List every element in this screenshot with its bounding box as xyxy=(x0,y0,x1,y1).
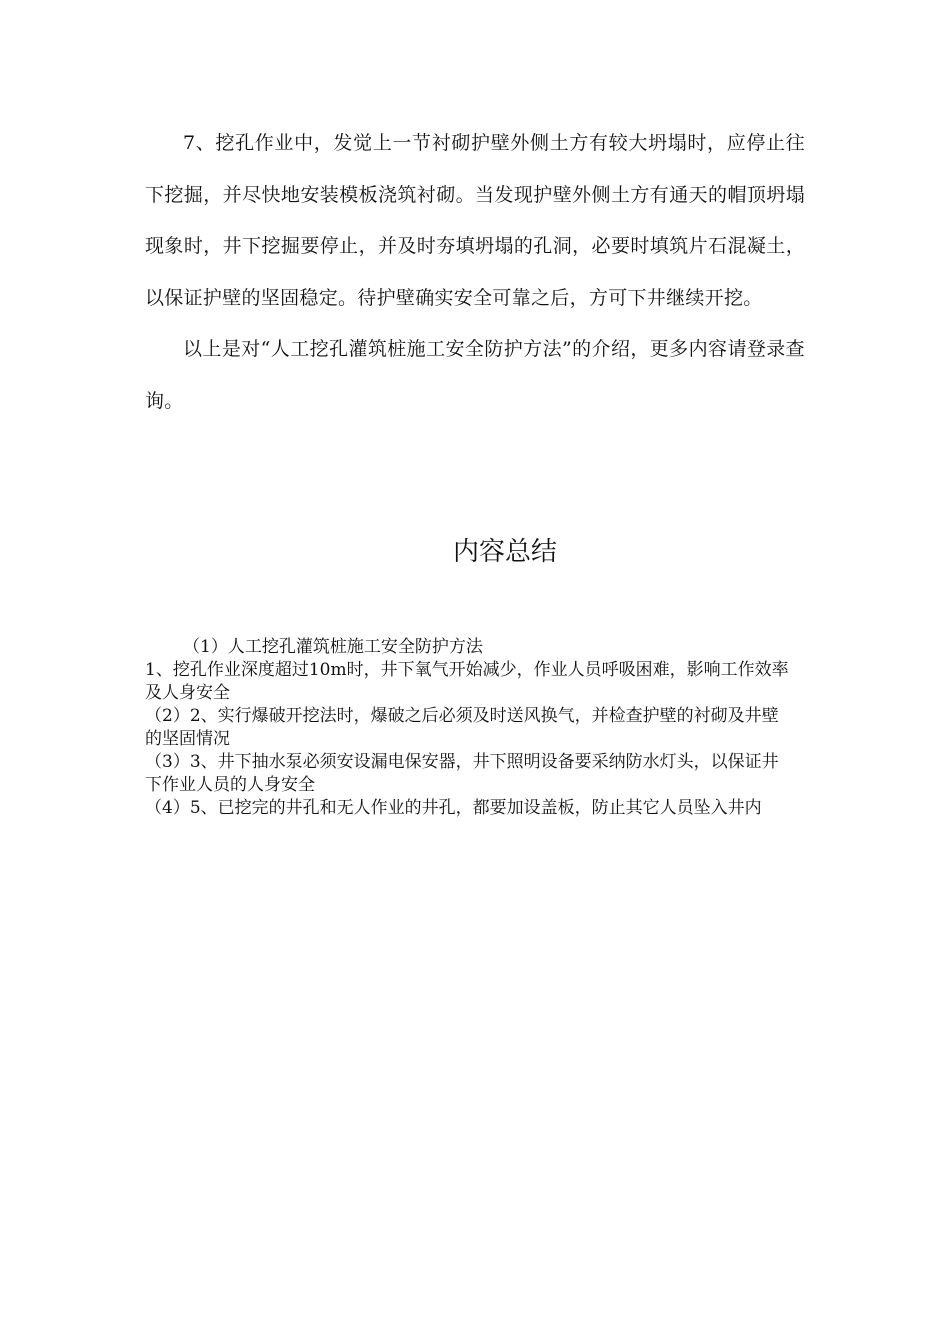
paragraph-intro-note: 以上是对“人工挖孔灌筑桩施工安全防护方法”的介绍，更多内容请登录查询。 xyxy=(145,338,805,412)
summary-list xyxy=(145,636,795,820)
summary-line: （4）5、已挖完的井孔和无人作业的井孔，都要加设盖板，防止其它人员坠入井内 xyxy=(145,798,762,818)
paragraph-excavation-collapse: 7、挖孔作业中，发觉上一节衬砌护壁外侧土方有较大坍塌时，应停止往下挖掘，并尽快地安装模板浇筑衬砌。当发现护壁外侧土方有通天的帽顶坍塌现象时，井下挖掘要停止，并及时夯填坍塌的孔洞，必要时填筑片石混凝土，以保证护壁的坚固稳定。待护壁确实安全可靠之后，方可下井继续开挖。 xyxy=(145,132,805,309)
summary-line: （3）3、井下抽水泵必须安设漏电保安器，井下照明设备要采纳防水灯头，以保证井下作业人员的人身安全 xyxy=(145,752,779,795)
summary-line: 1、挖孔作业深度超过10m时，井下氧气开始减少，作业人员呼吸困难，影响工作效率及人身安全 xyxy=(145,660,789,703)
body-text xyxy=(145,118,805,427)
summary-title: 内容总结 xyxy=(452,537,557,567)
summary-line: （1）人工挖孔灌筑桩施工安全防护方法 xyxy=(183,637,483,657)
summary-line: （2）2、实行爆破开挖法时，爆破之后必须及时送风换气，并检查护壁的衬砌及井壁的坚固情况 xyxy=(145,706,779,749)
